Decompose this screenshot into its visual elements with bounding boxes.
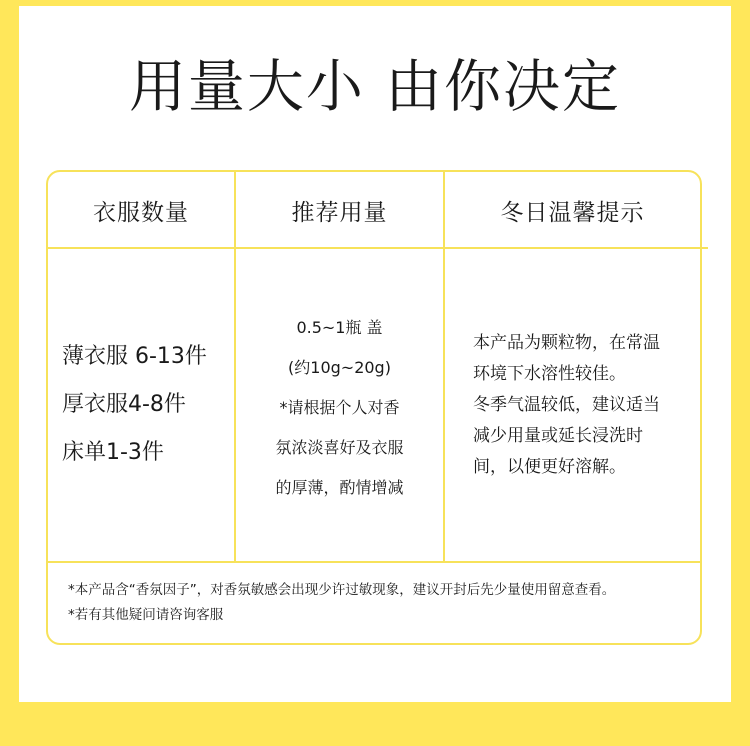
dosage-line: (约10g~20g) (288, 358, 391, 377)
footnote-allergy: *本产品含“香氛因子”，对香氛敏感会出现少许过敏现象，建议开封后先少量使用留意查看。 (68, 582, 616, 598)
header-winter-tips: 冬日温馨提示 (500, 199, 645, 226)
table-notes-divider (48, 561, 700, 563)
footnote-contact: *若有其他疑问请咨询客服 (68, 607, 224, 623)
winter-tips-cell (473, 328, 660, 483)
dosage-line: 0.5~1瓶 盖 (296, 318, 383, 337)
tip-line: 本产品为颗粒物，在常温 (473, 333, 660, 353)
header-clothes-count: 衣服数量 (93, 199, 189, 226)
clothes-count-cell (62, 333, 207, 477)
dosage-line: *请根据个人对香 (279, 398, 400, 417)
dosage-line: 氛浓淡喜好及衣服 (275, 438, 404, 457)
tip-line: 冬季气温较低，建议适当 (473, 395, 660, 415)
clothes-line: 床单1-3件 (62, 440, 164, 465)
tip-line: 环境下水溶性较佳。 (473, 364, 626, 384)
header-recommended-dosage: 推荐用量 (291, 199, 388, 226)
clothes-line: 薄衣服 6-13件 (62, 344, 207, 369)
dosage-line: 的厚薄，酌情增减 (275, 478, 404, 497)
clothes-line: 厚衣服4-8件 (62, 392, 186, 417)
tip-line: 减少用量或延长浸洗时 (473, 426, 643, 446)
footnotes (68, 578, 698, 628)
dosage-cell (236, 308, 443, 508)
tip-line: 间，以便更好溶解。 (473, 457, 626, 477)
page-title: 用量大小 由你决定 (128, 54, 622, 120)
